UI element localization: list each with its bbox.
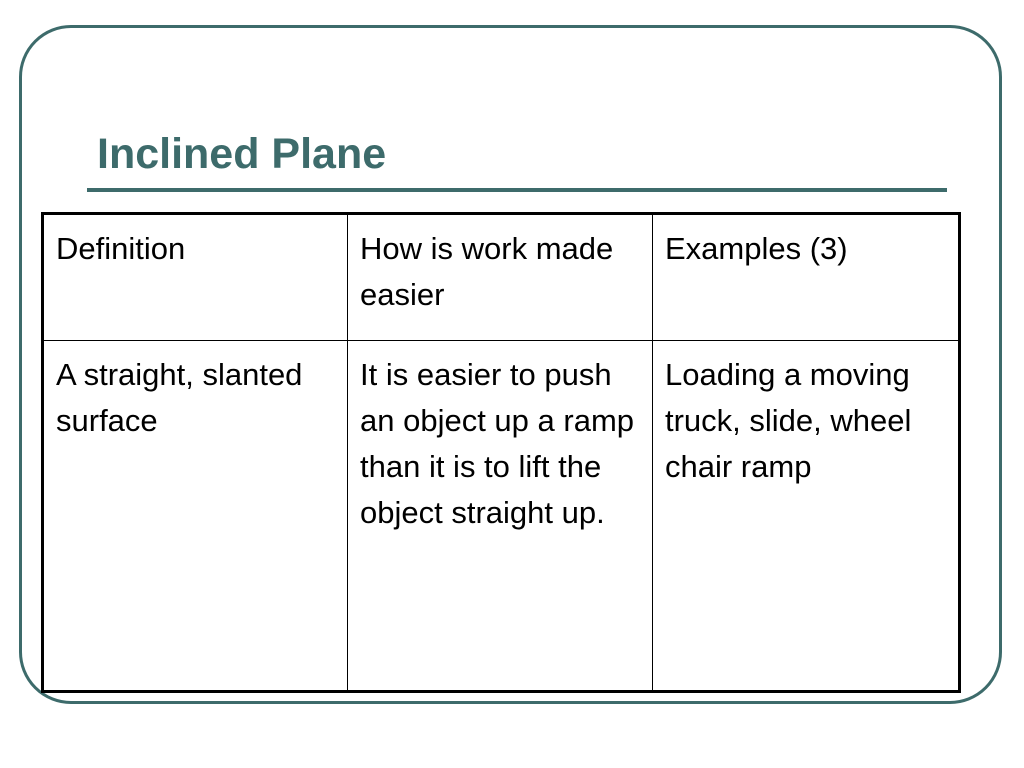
header-cell-how-work-easier: How is work made easier (348, 214, 653, 341)
cell-definition: A straight, slanted surface (43, 341, 348, 692)
table-row (43, 341, 960, 692)
slide-title: Inclined Plane (97, 130, 387, 178)
cell-examples: Loading a moving truck, slide, wheel chair ramp (653, 341, 960, 692)
info-table (41, 212, 961, 693)
table-header-row (43, 214, 960, 341)
header-cell-definition: Definition (43, 214, 348, 341)
cell-how-work-easier: It is easier to push an object up a ramp than it is to lift the object straight up. (348, 341, 653, 692)
title-underline (87, 188, 947, 192)
header-cell-examples: Examples (3) (653, 214, 960, 341)
